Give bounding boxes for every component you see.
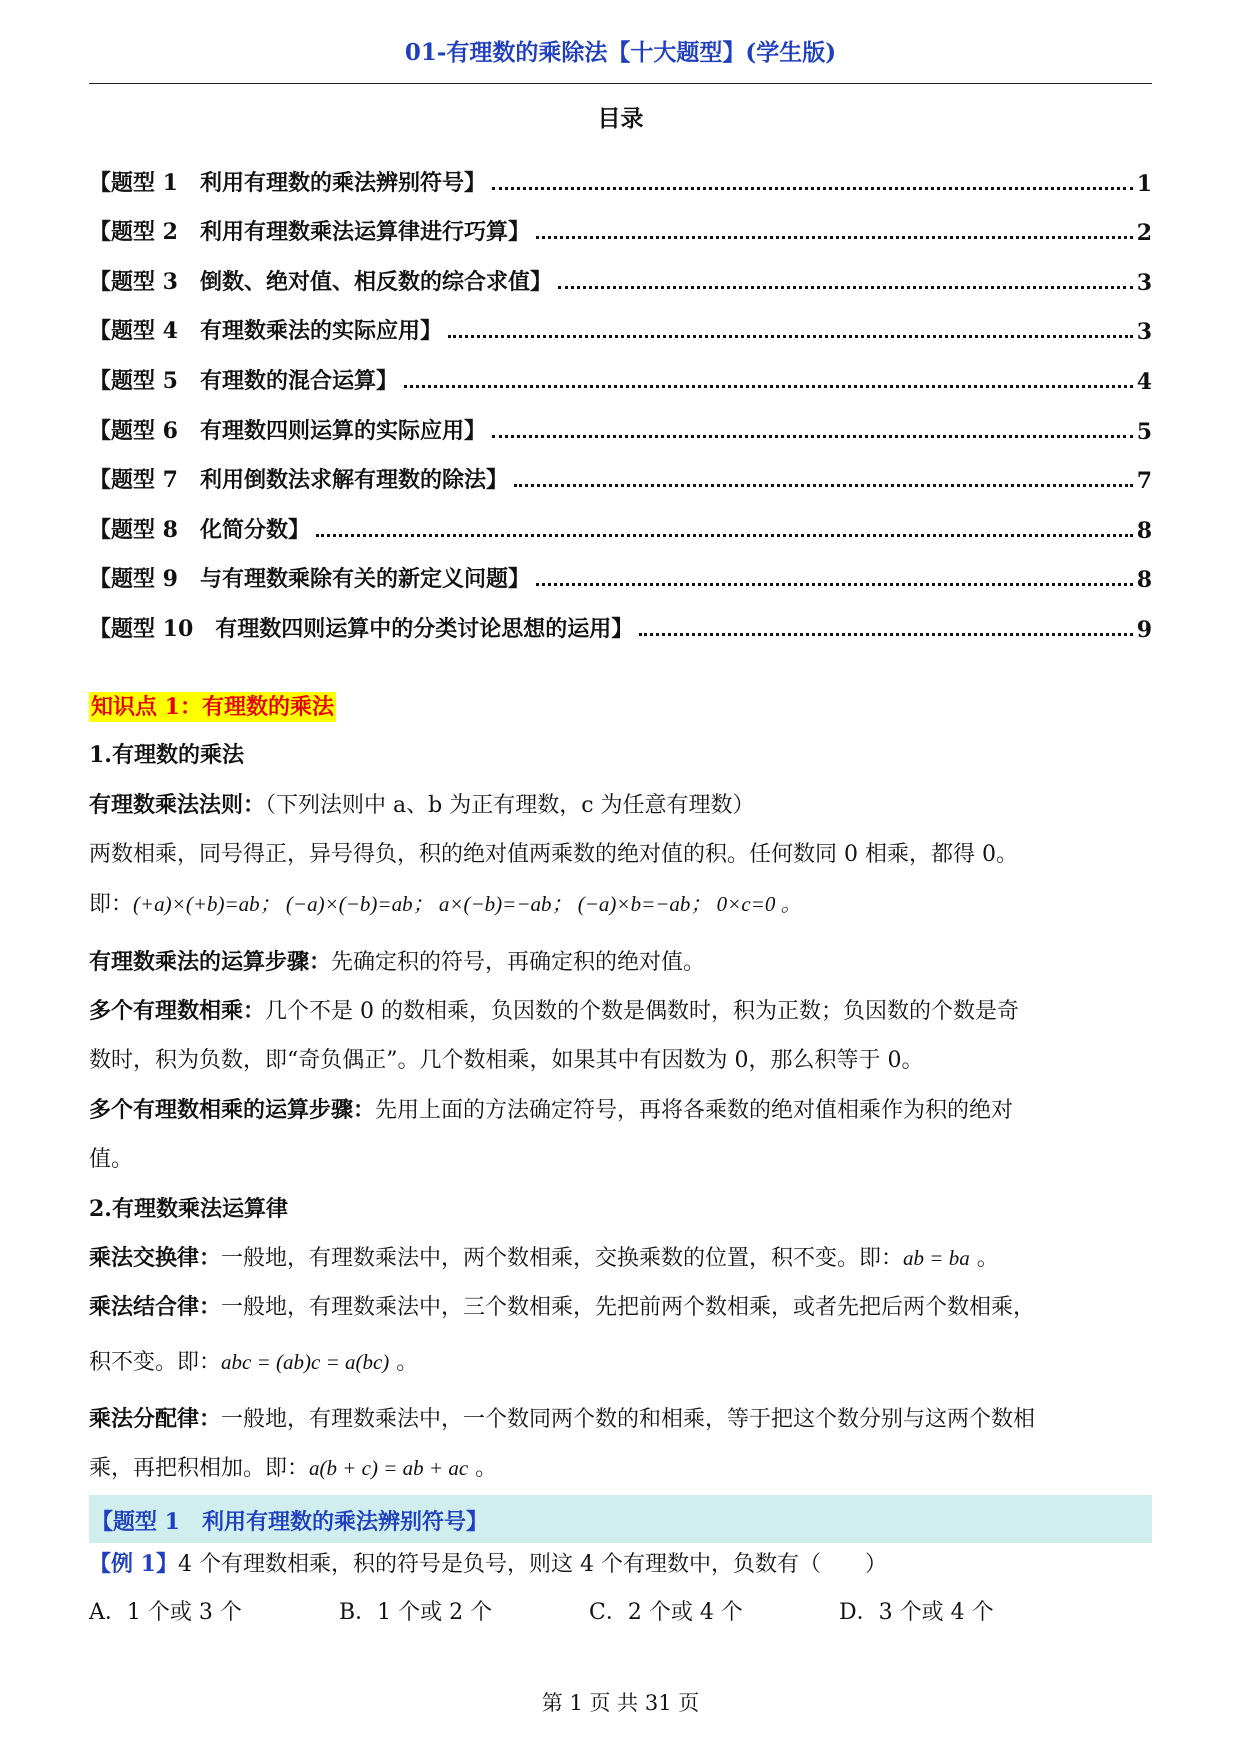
assoc-text-1: 一般地，有理数乘法中，三个数相乘，先把前两个数相乘，或者先把后两个数相乘，	[221, 1295, 1036, 1320]
multi-factor-rule	[89, 994, 1019, 1025]
toc-entry[interactable]	[89, 197, 1152, 247]
dist-text-1: 一般地，有理数乘法中，一个数同两个数的和相乘，等于把这个数分别与这两个数相	[221, 1407, 1036, 1432]
option-d[interactable]: D．3 个或 4 个	[839, 1600, 994, 1625]
comm-end: 。	[969, 1246, 999, 1271]
toc-entry-label: 【题型 7 利用倒数法求解有理数的除法】	[89, 467, 508, 494]
toc-leader-dots	[536, 583, 1133, 586]
toc-entry[interactable]	[89, 246, 1152, 296]
toc-entry-label: 【题型 5 有理数的混合运算】	[89, 367, 398, 394]
multi-label: 多个有理数相乘：	[89, 998, 266, 1024]
toc-leader-dots	[639, 633, 1132, 636]
multi-steps-text-1: 先用上面的方法确定符号，再将各乘数的绝对值相乘作为积的绝对	[375, 1098, 1014, 1123]
example-label: 【例 1】	[89, 1551, 178, 1577]
dist-end: 。	[468, 1456, 498, 1481]
option-a[interactable]: A．1 个或 3 个	[89, 1600, 242, 1625]
distributive-law-cont	[89, 1451, 497, 1482]
toc-entry[interactable]	[89, 494, 1152, 544]
multi-text-2: 数时，积为负数，即“奇负偶正”。几个数相乘，如果其中有因数为 0，那么积等于 0。	[89, 1048, 924, 1073]
formula-prefix: 即：	[89, 892, 134, 917]
toc-entry-label: 【题型 6 有理数四则运算的实际应用】	[89, 417, 486, 444]
steps-label: 有理数乘法的运算步骤：	[89, 949, 332, 975]
comm-formula: ab = ba	[903, 1246, 970, 1270]
assoc-text-2: 积不变。即：	[89, 1350, 222, 1375]
toc-entry-page: 2	[1136, 220, 1152, 247]
toc-entry-label: 【题型 1 利用有理数的乘法辨别符号】	[89, 169, 486, 196]
toc-entry[interactable]	[89, 544, 1152, 594]
toc-entry-page: 4	[1136, 368, 1152, 395]
toc-entry-page: 7	[1136, 468, 1152, 495]
multiplication-steps	[89, 945, 705, 976]
toc-leader-dots	[492, 435, 1133, 438]
dist-label: 乘法分配律：	[89, 1406, 222, 1432]
question-type-title: 【题型 1 利用有理数的乘法辨别符号】	[91, 1509, 488, 1535]
multi-steps-text-2: 值。	[89, 1147, 134, 1172]
toc-leader-dots	[404, 385, 1133, 388]
rule-description: 两数相乘，同号得正，异号得负，积的绝对值两乘数的绝对值的积。任何数同 0 相乘，都得 0。	[89, 842, 1018, 867]
multi-text-1: 几个不是 0 的数相乘，负因数的个数是偶数时，积为正数；负因数的个数是奇	[265, 999, 1020, 1024]
comm-text: 一般地，有理数乘法中，两个数相乘，交换乘数的位置，积不变。即：	[221, 1246, 904, 1271]
toc-entry[interactable]	[89, 395, 1152, 445]
toc-leader-dots	[448, 335, 1133, 338]
rule-label: 有理数乘法法则：	[89, 792, 266, 818]
toc-entry-page: 5	[1136, 418, 1152, 445]
multiplication-rule	[89, 788, 755, 819]
toc-heading: 目录	[597, 105, 644, 132]
multi-factor-steps	[89, 1093, 1013, 1124]
dist-formula: a(b + c) = ab + ac	[309, 1456, 469, 1480]
toc-entry[interactable]	[89, 345, 1152, 395]
option-b[interactable]: B．1 个或 2 个	[339, 1600, 493, 1625]
toc-entry-label: 【题型 8 化简分数】	[89, 516, 310, 543]
toc-entry-page: 8	[1136, 517, 1152, 544]
toc-entry-label: 【题型 3 倒数、绝对值、相反数的综合求值】	[89, 268, 552, 295]
distributive-law	[89, 1402, 1035, 1433]
toc-entry-label: 【题型 2 利用有理数乘法运算律进行巧算】	[89, 219, 530, 246]
page-header-title: 01-有理数的乘除法【十大题型】(学生版)	[404, 39, 837, 66]
commutative-law	[89, 1241, 999, 1272]
toc-entry-page: 3	[1136, 269, 1152, 296]
associative-law	[89, 1290, 1035, 1321]
example-question	[89, 1547, 887, 1578]
toc-entry[interactable]	[89, 445, 1152, 495]
comm-label: 乘法交换律：	[89, 1245, 222, 1271]
rule-formula-line	[89, 887, 802, 918]
table-of-contents	[89, 147, 1152, 643]
toc-entry[interactable]	[89, 147, 1152, 197]
rule-formula: (+a)×(+b)=ab； (−a)×(−b)=ab； a×(−b)=−ab； (−a)×b=−ab； 0×c=0 。	[133, 892, 802, 916]
page-footer: 第 1 页 共 31 页	[541, 1691, 700, 1715]
toc-entry[interactable]	[89, 296, 1152, 346]
rule-text: （下列法则中 a、b 为正有理数，c 为任意有理数）	[265, 793, 755, 818]
toc-entry[interactable]	[89, 593, 1152, 643]
dist-text-2: 乘，再把积相加。即：	[89, 1456, 310, 1481]
section-heading-multiplication: 1.有理数的乘法	[89, 742, 244, 768]
assoc-formula: abc = (ab)c = a(bc)	[221, 1350, 390, 1374]
associative-law-cont	[89, 1345, 418, 1376]
header-divider	[89, 83, 1152, 84]
assoc-label: 乘法结合律：	[89, 1294, 222, 1320]
toc-leader-dots	[492, 187, 1133, 190]
toc-leader-dots	[514, 484, 1133, 487]
example-text: 4 个有理数相乘，积的符号是负号，则这 4 个有理数中，负数有（ ）	[177, 1552, 887, 1577]
toc-entry-page: 9	[1136, 616, 1152, 643]
option-c[interactable]: C．2 个或 4 个	[589, 1600, 743, 1625]
assoc-end: 。	[389, 1350, 419, 1375]
toc-entry-label: 【题型 4 有理数乘法的实际应用】	[89, 318, 442, 345]
knowledge-point-title: 知识点 1：有理数的乘法	[91, 694, 334, 720]
toc-entry-label: 【题型 9 与有理数乘除有关的新定义问题】	[89, 566, 530, 593]
steps-text: 先确定积的符号，再确定积的绝对值。	[331, 950, 706, 975]
toc-entry-label: 【题型 10 有理数四则运算中的分类讨论思想的运用】	[89, 615, 634, 642]
multi-steps-label: 多个有理数相乘的运算步骤：	[89, 1097, 376, 1123]
toc-leader-dots	[536, 236, 1133, 239]
toc-entry-page: 1	[1136, 170, 1152, 197]
toc-entry-page: 3	[1136, 319, 1152, 346]
toc-entry-page: 8	[1136, 567, 1152, 594]
toc-leader-dots	[316, 534, 1133, 537]
question-type-bar	[89, 1495, 1152, 1543]
section-heading-laws: 2.有理数乘法运算律	[89, 1196, 288, 1222]
toc-leader-dots	[558, 286, 1133, 289]
